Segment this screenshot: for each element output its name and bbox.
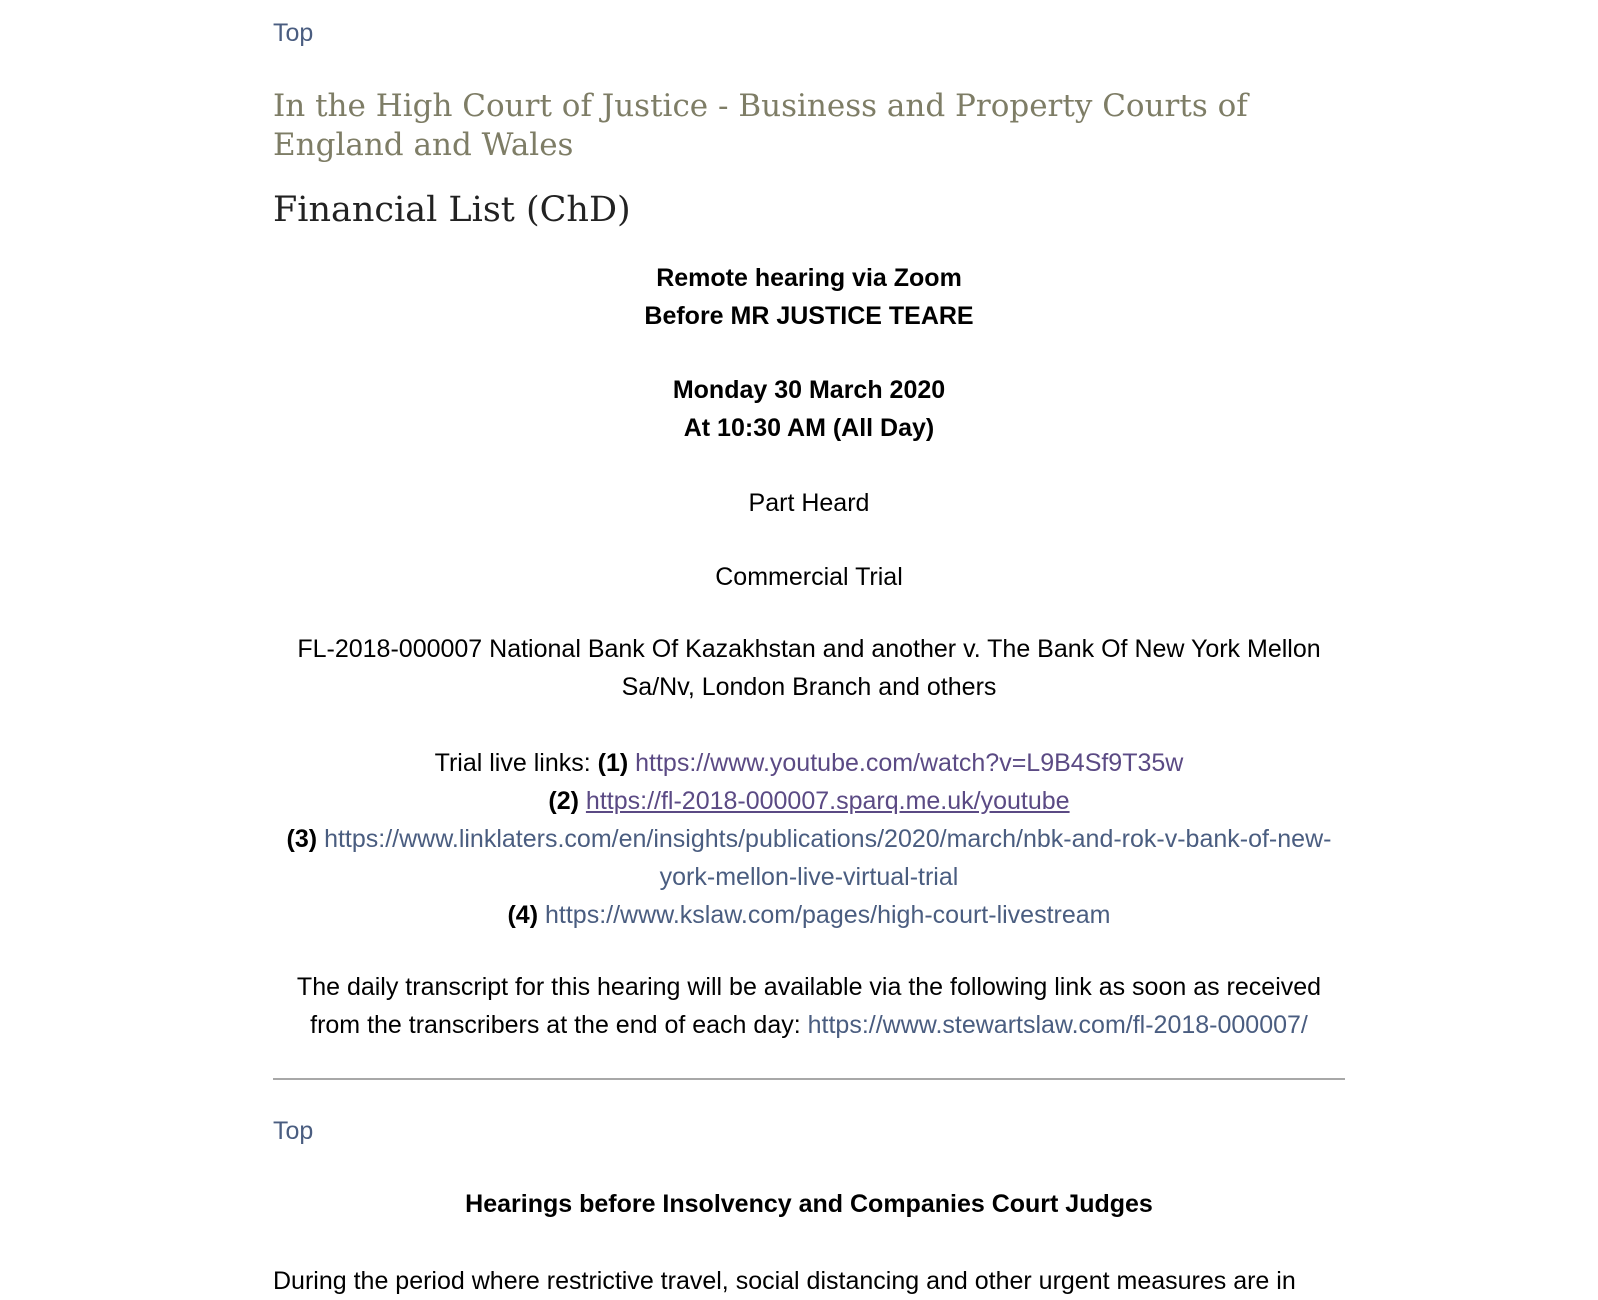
hearing-type: Commercial Trial bbox=[715, 563, 903, 591]
live-link-row-3 bbox=[273, 820, 1345, 858]
hearing-header bbox=[273, 259, 1345, 335]
transcript-link[interactable]: https://www.stewartslaw.com/fl-2018-000007/ bbox=[807, 1011, 1308, 1039]
hearing-date: Monday 30 March 2020 bbox=[672, 376, 946, 404]
case-title-line: FL-2018-000007 National Bank Of Kazakhstan and another v. The Bank Of New York Mellon bbox=[297, 635, 1321, 663]
sparq-link[interactable]: https://fl-2018-000007.sparq.me.uk/youtube bbox=[585, 787, 1070, 815]
hearing-datetime bbox=[273, 371, 1345, 447]
section-divider bbox=[273, 1078, 1345, 1080]
link-number: (4) bbox=[507, 901, 539, 929]
transcript-notice bbox=[273, 968, 1345, 1044]
live-link-row-3-cont bbox=[273, 858, 1345, 896]
case-title bbox=[273, 630, 1345, 706]
link-number: (2) bbox=[548, 787, 579, 815]
hearing-status: Part Heard bbox=[748, 489, 870, 517]
kslaw-link[interactable]: https://www.kslaw.com/pages/high-court-livestream bbox=[545, 901, 1111, 929]
live-link-row-1 bbox=[273, 744, 1345, 782]
linklaters-link[interactable]: https://www.linklaters.com/en/insights/publications/2020/march/nbk-and-rok-v-bank-of-new- bbox=[324, 825, 1332, 853]
hearing-time: At 10:30 AM (All Day) bbox=[683, 414, 935, 442]
hearing-judge: Before MR JUSTICE TEARE bbox=[644, 302, 974, 330]
section-body-text: During the period where restrictive travel, social distancing and other urgent measures are in bbox=[273, 1267, 1296, 1295]
link-number: (1) bbox=[597, 749, 629, 777]
live-links-intro: Trial live links: bbox=[434, 749, 598, 777]
top-link[interactable]: Top bbox=[273, 1117, 314, 1145]
transcript-text: from the transcribers at the end of each day: bbox=[310, 1011, 808, 1039]
linklaters-link-continued[interactable]: york-mellon-live-virtual-trial bbox=[659, 863, 959, 891]
case-title-line: Sa/Nv, London Branch and others bbox=[621, 673, 997, 701]
transcript-line: The daily transcript for this hearing will be available via the following link as soon as received bbox=[296, 973, 1322, 1001]
list-title: Financial List (ChD) bbox=[273, 190, 631, 230]
top-link[interactable]: Top bbox=[273, 19, 314, 47]
trial-live-links bbox=[273, 744, 1345, 934]
hearing-mode: Remote hearing via Zoom bbox=[656, 264, 962, 292]
court-title: In the High Court of Justice - Business and Property Courts of England and Wales bbox=[273, 88, 1248, 163]
live-link-row-4 bbox=[273, 896, 1345, 934]
youtube-link[interactable]: https://www.youtube.com/watch?v=L9B4Sf9T35w bbox=[635, 749, 1184, 777]
section-heading: Hearings before Insolvency and Companies Court Judges bbox=[465, 1190, 1153, 1218]
transcript-line bbox=[273, 1006, 1345, 1044]
link-number: (3) bbox=[286, 825, 318, 853]
live-link-row-2 bbox=[273, 782, 1345, 820]
